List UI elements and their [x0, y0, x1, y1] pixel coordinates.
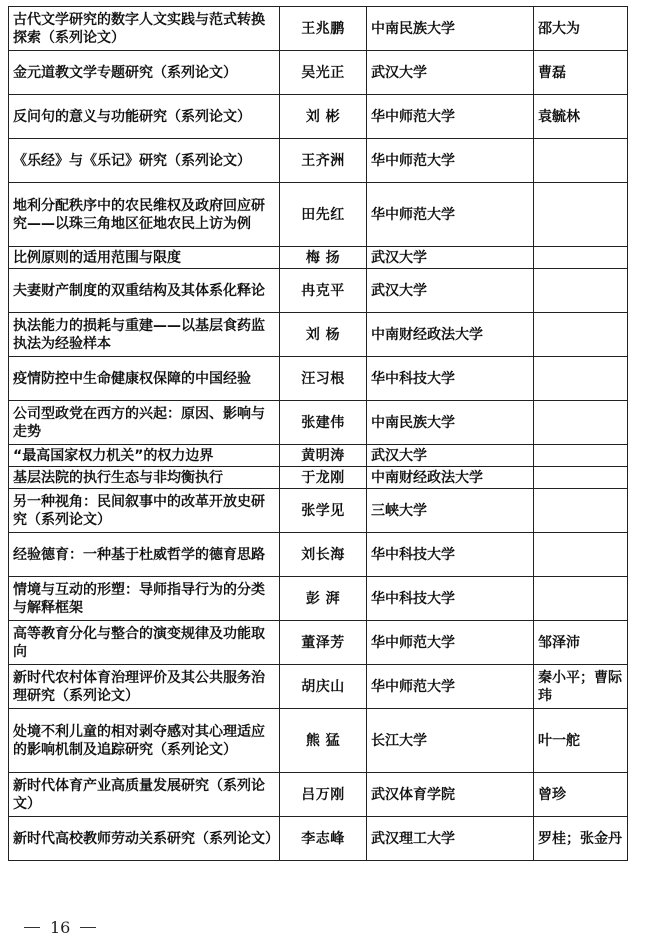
recommender-cell — [534, 313, 628, 357]
project-title-cell: 执法能力的损耗与重建——以基层食药监执法为经验样本 — [9, 313, 280, 357]
recommender-cell: 曹磊 — [534, 51, 628, 95]
table-row — [9, 313, 628, 357]
institution-cell: 中南民族大学 — [367, 401, 534, 445]
applicant-cell: 黄明涛 — [280, 445, 367, 467]
page-number: 16 — [50, 918, 71, 937]
applicant-cell: 于龙刚 — [280, 467, 367, 489]
institution-cell: 武汉理工大学 — [367, 817, 534, 861]
table-row — [9, 51, 628, 95]
recommender-cell — [534, 445, 628, 467]
project-title-cell: 新时代农村体育治理评价及其公共服务治理研究（系列论文） — [9, 665, 280, 709]
project-title-cell: 《乐经》与《乐记》研究（系列论文） — [9, 139, 280, 183]
project-title-cell: 夫妻财产制度的双重结构及其体系化释论 — [9, 269, 280, 313]
applicant-cell: 梅 扬 — [280, 247, 367, 269]
institution-cell: 武汉大学 — [367, 247, 534, 269]
recommender-cell: 曾珍 — [534, 773, 628, 817]
applicant-cell: 冉克平 — [280, 269, 367, 313]
table-row — [9, 401, 628, 445]
applicant-cell: 王齐洲 — [280, 139, 367, 183]
table-row — [9, 533, 628, 577]
recommender-cell — [534, 183, 628, 247]
project-title-cell: 反问句的意义与功能研究（系列论文） — [9, 95, 280, 139]
table-row — [9, 95, 628, 139]
applicant-cell: 刘 彬 — [280, 95, 367, 139]
institution-cell: 三峡大学 — [367, 489, 534, 533]
applicant-cell: 刘长海 — [280, 533, 367, 577]
applicant-cell: 吴光正 — [280, 51, 367, 95]
awards-table-body — [9, 7, 628, 861]
institution-cell: 华中科技大学 — [367, 533, 534, 577]
project-title-cell: 情境与互动的形塑：导师指导行为的分类与解释框架 — [9, 577, 280, 621]
applicant-cell: 吕万刚 — [280, 773, 367, 817]
applicant-cell: 张学见 — [280, 489, 367, 533]
applicant-cell: 胡庆山 — [280, 665, 367, 709]
project-title-cell: 疫情防控中生命健康权保障的中国经验 — [9, 357, 280, 401]
institution-cell: 华中师范大学 — [367, 139, 534, 183]
awards-table — [8, 6, 628, 861]
table-row — [9, 183, 628, 247]
applicant-cell: 王兆鹏 — [280, 7, 367, 51]
recommender-cell: 邵大为 — [534, 7, 628, 51]
footer-dash-left — [24, 927, 40, 928]
recommender-cell — [534, 577, 628, 621]
institution-cell: 华中师范大学 — [367, 95, 534, 139]
table-row — [9, 467, 628, 489]
recommender-cell: 邹泽沛 — [534, 621, 628, 665]
recommender-cell: 叶一舵 — [534, 709, 628, 773]
table-row — [9, 445, 628, 467]
table-row — [9, 577, 628, 621]
project-title-cell: “最高国家权力机关”的权力边界 — [9, 445, 280, 467]
institution-cell: 武汉大学 — [367, 51, 534, 95]
project-title-cell: 新时代高校教师劳动关系研究（系列论文） — [9, 817, 280, 861]
table-row — [9, 139, 628, 183]
institution-cell: 武汉体育学院 — [367, 773, 534, 817]
applicant-cell: 彭 湃 — [280, 577, 367, 621]
applicant-cell: 张建伟 — [280, 401, 367, 445]
recommender-cell: 袁毓林 — [534, 95, 628, 139]
table-row — [9, 773, 628, 817]
table-row — [9, 709, 628, 773]
recommender-cell — [534, 247, 628, 269]
table-row — [9, 489, 628, 533]
applicant-cell: 汪习根 — [280, 357, 367, 401]
table-row — [9, 357, 628, 401]
recommender-cell — [534, 269, 628, 313]
table-row — [9, 665, 628, 709]
institution-cell: 武汉大学 — [367, 445, 534, 467]
project-title-cell: 地利分配秩序中的农民维权及政府回应研究——以珠三角地区征地农民上访为例 — [9, 183, 280, 247]
project-title-cell: 金元道教文学专题研究（系列论文） — [9, 51, 280, 95]
institution-cell: 华中师范大学 — [367, 183, 534, 247]
table-row — [9, 7, 628, 51]
table-row — [9, 817, 628, 861]
applicant-cell: 刘 杨 — [280, 313, 367, 357]
institution-cell: 华中师范大学 — [367, 665, 534, 709]
recommender-cell — [534, 401, 628, 445]
recommender-cell — [534, 467, 628, 489]
recommender-cell — [534, 489, 628, 533]
project-title-cell: 高等教育分化与整合的演变规律及功能取向 — [9, 621, 280, 665]
recommender-cell — [534, 357, 628, 401]
applicant-cell: 熊 猛 — [280, 709, 367, 773]
institution-cell: 武汉大学 — [367, 269, 534, 313]
table-row — [9, 247, 628, 269]
table-row — [9, 269, 628, 313]
institution-cell: 华中科技大学 — [367, 577, 534, 621]
institution-cell: 长江大学 — [367, 709, 534, 773]
project-title-cell: 处境不利儿童的相对剥夺感对其心理适应的影响机制及追踪研究（系列论文） — [9, 709, 280, 773]
project-title-cell: 公司型政党在西方的兴起：原因、影响与走势 — [9, 401, 280, 445]
project-title-cell: 基层法院的执行生态与非均衡执行 — [9, 467, 280, 489]
project-title-cell: 比例原则的适用范围与限度 — [9, 247, 280, 269]
project-title-cell: 另一种视角：民间叙事中的改革开放史研究（系列论文） — [9, 489, 280, 533]
institution-cell: 华中师范大学 — [367, 621, 534, 665]
footer-dash-right — [80, 927, 96, 928]
institution-cell: 中南民族大学 — [367, 7, 534, 51]
recommender-cell: 秦小平；曹际玮 — [534, 665, 628, 709]
project-title-cell: 经验德育：一种基于杜威哲学的德育思路 — [9, 533, 280, 577]
recommender-cell: 罗桂；张金丹 — [534, 817, 628, 861]
recommender-cell — [534, 533, 628, 577]
institution-cell: 中南财经政法大学 — [367, 467, 534, 489]
applicant-cell: 田先红 — [280, 183, 367, 247]
institution-cell: 华中科技大学 — [367, 357, 534, 401]
project-title-cell: 新时代体育产业高质量发展研究（系列论文） — [9, 773, 280, 817]
applicant-cell: 李志峰 — [280, 817, 367, 861]
page-footer — [24, 918, 96, 937]
applicant-cell: 董泽芳 — [280, 621, 367, 665]
recommender-cell — [534, 139, 628, 183]
project-title-cell: 古代文学研究的数字人文实践与范式转换探索（系列论文） — [9, 7, 280, 51]
table-row — [9, 621, 628, 665]
institution-cell: 中南财经政法大学 — [367, 313, 534, 357]
